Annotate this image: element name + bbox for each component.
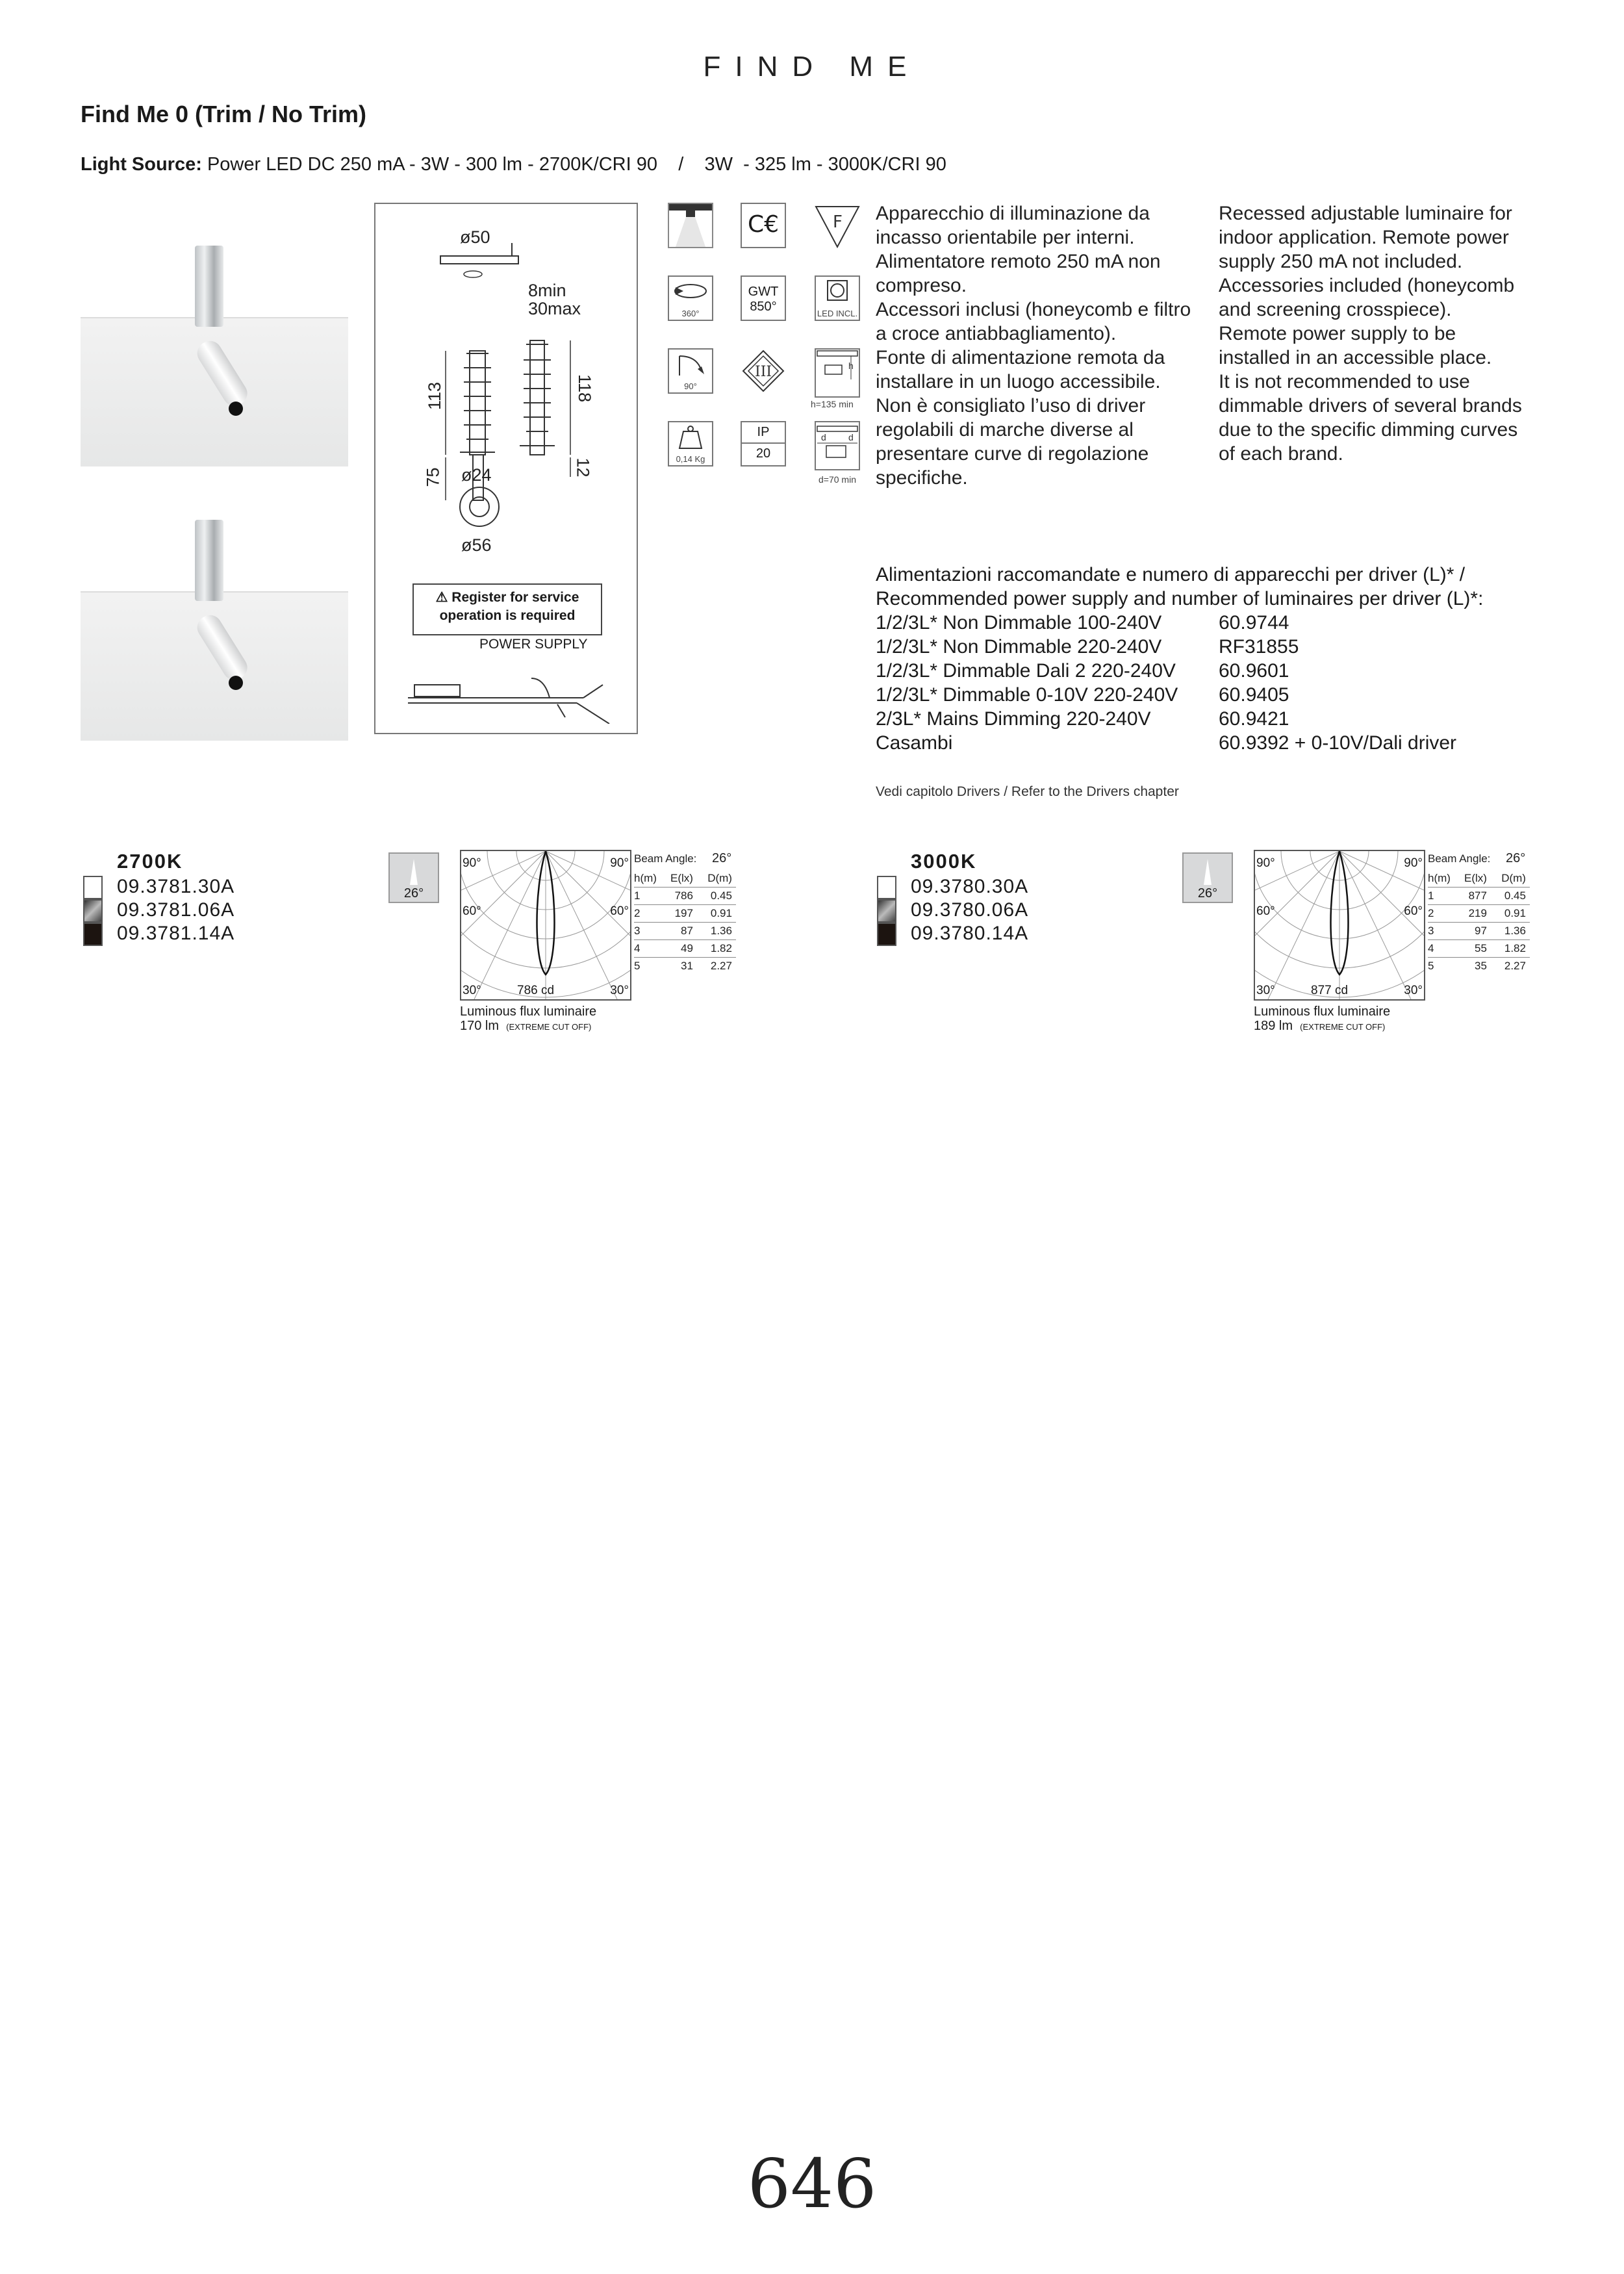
product-code: 09.3780.06A	[911, 899, 1029, 921]
driver-row-code: RF31855	[1219, 636, 1299, 658]
driver-row-code: 60.9601	[1219, 660, 1289, 682]
product-code: 09.3780.14A	[911, 923, 1029, 944]
product-code: 09.3781.14A	[117, 923, 235, 944]
driver-row-code: 60.9744	[1219, 612, 1289, 633]
warning-icon: ⚠	[435, 590, 448, 605]
color-temp-2700k: 2700K	[117, 850, 183, 873]
product-code: 09.3781.30A	[117, 876, 235, 897]
beam-angle-icon: 26°	[1182, 852, 1233, 903]
power-supply-illustration	[408, 659, 616, 724]
polar-grid	[1255, 851, 1424, 999]
beam-table-3000k: Beam Angle: 26° h(m) E(lx) D(m) 1 877 0.45 2 219 0.91 3 97 1.36 4 55 1.82 5 35 2.27	[1428, 851, 1530, 975]
ce-mark-icon: C€	[741, 203, 786, 248]
driver-row-label: Casambi	[876, 732, 953, 754]
description-english: Recessed adjustable luminaire for indoor application. Remote power supply 250 mA not included. Accessories included (honeycomb and screening crosspiece). Remote power supply to be installed in an accessible place. It is not recommended to use dimmable drivers of several brands due to the specific dimming curves of each brand.	[1219, 203, 1522, 465]
driver-row-label: 1/2/3L* Non Dimmable 100-240V	[876, 612, 1162, 633]
svg-text:d: d	[821, 432, 826, 442]
light-source-text: Power LED DC 250 mA - 3W - 300 lm - 2700K/CRI 90 / 3W - 325 lm - 3000K/CRI 90	[207, 154, 946, 175]
page-number: 646	[747, 2144, 877, 2223]
dim-113: 113	[425, 381, 445, 411]
svg-text:d: d	[848, 432, 854, 442]
description-italian: Apparecchio di illuminazione da incasso orientabile per interni. Alimentatore remoto 250 mA non compreso. Accessori inclusi (honeycomb e filtro a croce antiabbagliamento). Fonte di alimentazione remota da installare in un luogo accessibile. Non è consigliato l’uso di driver regolabili di marche diverse al presentare curve di regolazione specifiche.	[876, 203, 1191, 489]
product-code: 09.3780.30A	[911, 876, 1029, 897]
weight-icon: 0,14 Kg	[668, 421, 713, 466]
finish-black-swatch	[877, 923, 896, 946]
dim-8min: 8min	[528, 281, 566, 300]
polar-diagram-2700k: 90° 90° 60° 60° 30° 30° 786 cd	[460, 850, 631, 1001]
driver-row-code: 60.9405	[1219, 684, 1289, 706]
beam-table-2700k: Beam Angle: 26° h(m) E(lx) D(m) 1 786 0.45 2 197 0.91 3 87 1.36 4 49 1.82 5 31 2.27	[634, 851, 736, 975]
finish-chrome-swatch	[83, 899, 103, 923]
finish-black-swatch	[83, 923, 103, 946]
luminous-flux-2700k: Luminous flux luminaire 170 lm (EXTREME CUT OFF)	[460, 1004, 597, 1033]
svg-text:III: III	[755, 364, 772, 380]
driver-row-code: 60.9421	[1219, 708, 1289, 730]
dim-30max: 30max	[528, 299, 581, 318]
drawing-lines	[375, 204, 637, 581]
light-source-label: Light Source:	[81, 154, 202, 175]
dim-d24: ø24	[461, 465, 492, 485]
svg-text:h: h	[848, 361, 854, 371]
dim-75: 75	[423, 467, 443, 487]
warning-line2: operation is required	[439, 608, 576, 623]
luminous-flux-3000k: Luminous flux luminaire 189 lm (EXTREME CUT OFF)	[1254, 1004, 1391, 1033]
service-warning	[412, 583, 602, 635]
drivers-note: Vedi capitolo Drivers / Refer to the Drivers chapter	[876, 784, 1179, 799]
driver-row-label: 1/2/3L* Non Dimmable 220-240V	[876, 636, 1162, 658]
technical-drawing	[374, 203, 638, 734]
driver-row-label: 2/3L* Mains Dimming 220-240V	[876, 708, 1151, 730]
beam-angle-icon: 26°	[388, 852, 439, 903]
led-incl-icon: LED INCL.	[815, 275, 860, 321]
gwt-icon: GWT 850°	[741, 275, 786, 321]
product-code: 09.3781.06A	[117, 899, 235, 921]
brand-title: FIND ME	[703, 51, 921, 83]
tilt-icon: 90°	[668, 348, 713, 394]
finish-white-swatch	[83, 876, 103, 899]
warning-line1: Register for service	[451, 590, 579, 605]
ceiling-height-icon	[815, 348, 860, 398]
d-min-label: d=70 min	[818, 474, 856, 485]
product-photo-no-trim	[81, 520, 348, 741]
finish-chrome-swatch	[877, 899, 896, 923]
polar-diagram-3000k: 90° 90° 60° 60° 30° 30° 877 cd	[1254, 850, 1425, 1001]
ip-rating-icon: IP 20	[741, 421, 786, 466]
driver-row-label: 1/2/3L* Dimmable Dali 2 220-240V	[876, 660, 1176, 682]
color-temp-3000k: 3000K	[911, 850, 977, 873]
rotation-icon: 360°	[668, 275, 713, 321]
driver-row-code: 60.9392 + 0-10V/Dali driver	[1219, 732, 1457, 754]
power-supply-label: POWER SUPPLY	[479, 637, 588, 652]
f-mark-icon	[815, 203, 860, 248]
recessed-icon	[668, 203, 713, 248]
dim-d50: ø50	[460, 227, 490, 247]
dim-118: 118	[575, 374, 595, 403]
class-iii-icon	[741, 348, 786, 394]
driver-row-label: 1/2/3L* Dimmable 0-10V 220-240V	[876, 684, 1178, 706]
power-supply-heading: Alimentazioni raccomandate e numero di apparecchi per driver (L)* / Recommended power supply and number of luminaires per driver (L)*:	[876, 564, 1484, 609]
h-min-label: h=135 min	[811, 399, 854, 409]
light-source	[81, 154, 946, 175]
dim-d56: ø56	[461, 535, 492, 555]
product-title: Find Me 0 (Trim / No Trim)	[81, 101, 367, 127]
product-photo-trim	[81, 246, 348, 466]
polar-grid	[461, 851, 630, 999]
svg-text:F: F	[833, 212, 843, 232]
cutout-icon	[815, 421, 860, 470]
finish-white-swatch	[877, 876, 896, 899]
dim-12: 12	[573, 457, 593, 478]
